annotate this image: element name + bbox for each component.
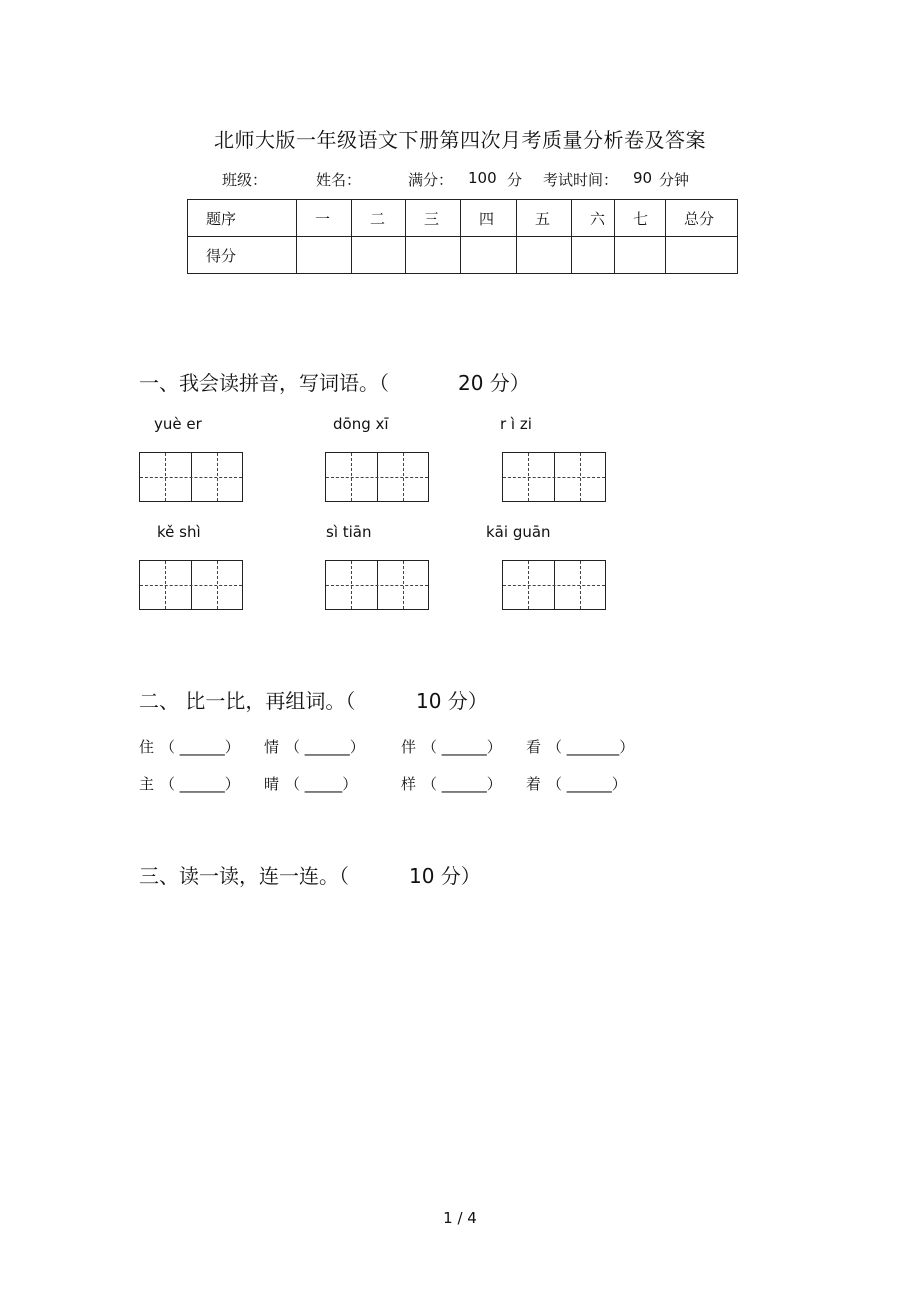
header-cell-5: 五 [517, 200, 572, 237]
header-cell-7: 七 [615, 200, 666, 237]
writing-grid[interactable] [325, 452, 429, 502]
word-char: 伴 [401, 738, 417, 756]
time-label: 考试时间： [543, 171, 619, 189]
writing-grid[interactable] [139, 452, 243, 502]
word-blank[interactable]: （ ______） [422, 738, 502, 756]
name-label: 姓名： [316, 171, 362, 189]
full-score-label: 满分： [408, 171, 454, 189]
section2-score: 10 分） [416, 689, 488, 713]
header-cell-4: 四 [461, 200, 517, 237]
class-label: 班级： [222, 171, 268, 189]
word-char: 住 [139, 738, 155, 756]
word-blank[interactable]: （ ______） [547, 775, 627, 793]
pinyin-item: sì tiān [326, 523, 372, 541]
score-row-label: 得分 [188, 237, 297, 274]
word-blank[interactable]: （ ______） [285, 738, 365, 756]
page-number: 1 / 4 [443, 1209, 477, 1227]
word-blank[interactable]: （ ______） [160, 738, 240, 756]
header-cell-3: 三 [406, 200, 461, 237]
section2-title: 二、 比一比，再组词。（ [139, 689, 356, 713]
pinyin-item: yuè er [154, 415, 202, 433]
header-cell-total: 总分 [666, 200, 738, 237]
writing-grid[interactable] [502, 452, 606, 502]
score-cell[interactable] [352, 237, 406, 274]
header-cell-2: 二 [352, 200, 406, 237]
writing-grid[interactable] [325, 560, 429, 610]
word-char: 主 [139, 775, 155, 793]
score-cell[interactable] [461, 237, 517, 274]
full-score-value: 100 [468, 169, 497, 187]
writing-grid[interactable] [502, 560, 606, 610]
section3-title: 三、读一读，连一连。（ [139, 864, 349, 888]
page-title: 北师大版一年级语文下册第四次月考质量分析卷及答案 [214, 128, 706, 152]
header-cell-order: 题序 [188, 200, 297, 237]
word-char: 晴 [264, 775, 280, 793]
word-char: 样 [401, 775, 417, 793]
score-cell[interactable] [517, 237, 572, 274]
word-char: 着 [526, 775, 542, 793]
full-score-unit: 分 [507, 171, 523, 189]
score-cell[interactable] [615, 237, 666, 274]
pinyin-item: dōng xī [333, 415, 389, 433]
header-cell-1: 一 [297, 200, 352, 237]
score-cell[interactable] [297, 237, 352, 274]
section3-score: 10 分） [409, 864, 481, 888]
time-value: 90 [633, 169, 653, 187]
pinyin-item: kě shì [157, 523, 201, 541]
header-cell-6: 六 [572, 200, 615, 237]
word-blank[interactable]: （ _____） [285, 775, 358, 793]
score-table-header-row [188, 200, 738, 237]
writing-grid[interactable] [139, 560, 243, 610]
word-char: 情 [264, 738, 280, 756]
pinyin-item: r ì zi [500, 415, 532, 433]
word-blank[interactable]: （ ______） [422, 775, 502, 793]
score-table [187, 199, 738, 274]
word-blank[interactable]: （ _______） [547, 738, 635, 756]
time-unit: 分钟 [659, 171, 690, 189]
score-cell[interactable] [406, 237, 461, 274]
section1-title: 一、我会读拼音，写词语。（ [139, 371, 389, 395]
pinyin-item: kāi guān [486, 523, 551, 541]
score-cell-total[interactable] [666, 237, 738, 274]
score-cell[interactable] [572, 237, 615, 274]
score-table-score-row [188, 237, 738, 274]
word-blank[interactable]: （ ______） [160, 775, 240, 793]
section1-score: 20 分） [458, 371, 530, 395]
word-char: 看 [526, 738, 542, 756]
